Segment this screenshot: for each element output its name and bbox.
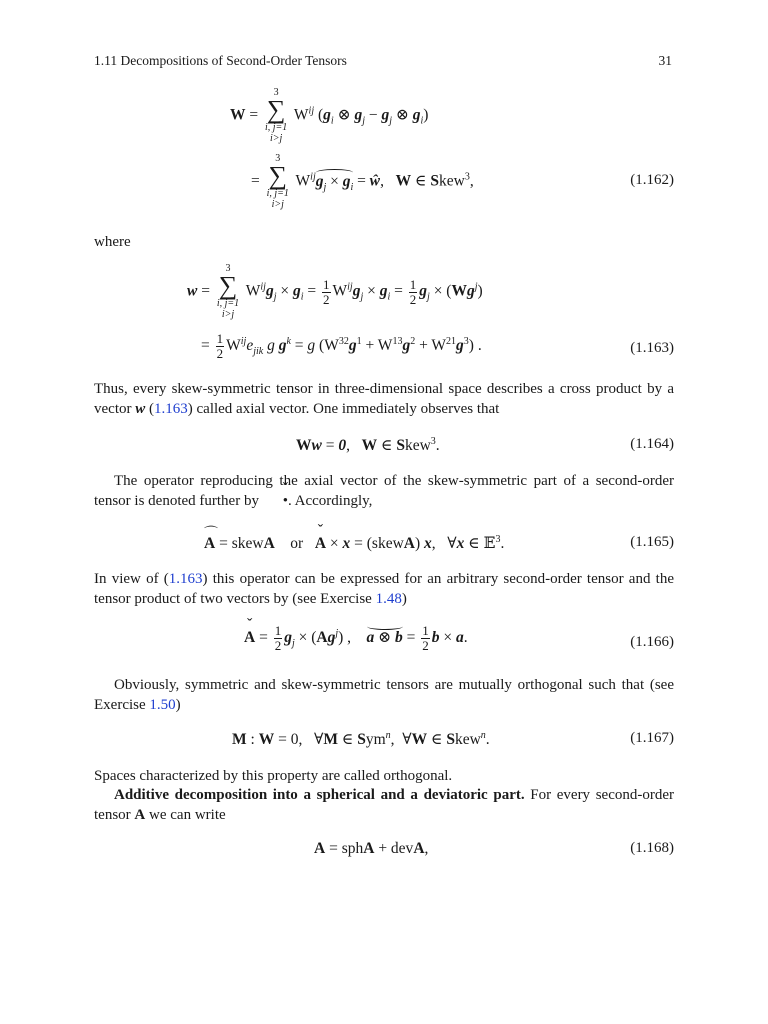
equation-1164: Ww = 0, W ∈ Skew$^3$. (1.164) bbox=[296, 436, 674, 455]
operator-symbol: ˇ • bbox=[263, 492, 288, 512]
sum-symbol: 3 ∑ i, j=1 i>j bbox=[266, 153, 289, 210]
equation-number: (1.166) bbox=[630, 634, 674, 650]
equation-number: (1.162) bbox=[630, 172, 674, 188]
equation-1168: A = sphA + devA, (1.168) bbox=[314, 840, 674, 857]
equation-number: (1.163) bbox=[630, 340, 674, 356]
equation-number: (1.168) bbox=[630, 840, 674, 856]
ref-link-1163[interactable]: 1.163 bbox=[168, 571, 203, 587]
equation-1162-line1: W = 3 ∑ i, j=1 i>j $W^{ij}$ ($g_i$ ⊗ $g_j - g_j$ ⊗ $g_i$) bbox=[230, 87, 429, 144]
equation-1163-line2: = $\frac{1}{2}$ $W^{ij}e_{jik}$ g $g^k = g$ $(W^{32}g^1 + W^{13}g^2 + W^{21}g^3)$ . (1.163) bbox=[201, 331, 674, 361]
exercise-link-150[interactable]: 1.50 bbox=[149, 696, 176, 713]
equation-1167: M : W = 0, ∀M ∈ Sym$^n$, ∀W ∈ Skew$^n$. (1.167) bbox=[232, 730, 674, 749]
running-header: 1.11 Decompositions of Second-Order Tensors bbox=[94, 53, 347, 68]
paragraph-operator: The operator reproducing the axial vector of the skew-symmetric part of a second-order tensor is denoted further by ˇ •. Accordingly, bbox=[94, 472, 674, 511]
equation-number: (1.167) bbox=[630, 730, 674, 746]
equation-1165: ⌒ A = skewA or ˇ A × x = (skewA) x, ∀x ∈ 𝔼$^3$. (1.165) bbox=[94, 534, 674, 574]
equation-1163-line1: w = 3 ∑ i, j=1 i>j $W^{ij}g_j \times g_i$ = $\frac{1}{2}$ $W^{ij}g_j \times g_i$ = $\frac{1}{2}$ $g_j \times (Wg^j)$ bbox=[187, 263, 483, 320]
paragraph-spaces: Spaces characterized by this property are called orthogonal. bbox=[94, 768, 453, 784]
equation-number: (1.164) bbox=[630, 436, 674, 452]
ref-link-1163[interactable]: 1.163 bbox=[154, 400, 188, 417]
equation-1162-line2: = 3 ∑ i, j=1 i>j $W^{ij}g_j \times g_i$ = ŵ, W ∈ Skew$^3$, (1.162) bbox=[251, 153, 674, 210]
paragraph-orthogonal: Obviously, symmetric and skew-symmetric tensors are mutually orthogonal such that (see Exercise 1.50) bbox=[94, 677, 674, 713]
paragraph-view: In view of (1.163) this operator can be expressed for an arbitrary second-order tensor and the tensor product of two vectors by (see Exercise 1.48) bbox=[94, 571, 674, 607]
sum-symbol: 3 ∑ i, j=1 i>j bbox=[216, 263, 240, 320]
paragraph-additive: Additive decomposition into a spherical and a deviatoric part. For every second-order tensor A we can write bbox=[94, 787, 675, 823]
equation-number: (1.165) bbox=[630, 534, 674, 550]
paragraph-axial-vector: Thus, every skew-symmetric tensor in three-dimensional space describes a cross product by a vector w (1.163) called axial vector. One immediately observes that bbox=[94, 381, 674, 417]
equation-1166: ˇ A = $\frac{1}{2}$ $g_j \times (Ag^j)$ , a ⊗ b = $\frac{1}{2}$ b × a. (1.166) bbox=[94, 624, 674, 664]
page-number: 31 bbox=[658, 53, 672, 68]
text-where: where bbox=[94, 234, 131, 250]
exercise-link-148[interactable]: 1.48 bbox=[375, 590, 402, 607]
sum-symbol: 3 ∑ i, j=1 i>j bbox=[265, 87, 288, 144]
